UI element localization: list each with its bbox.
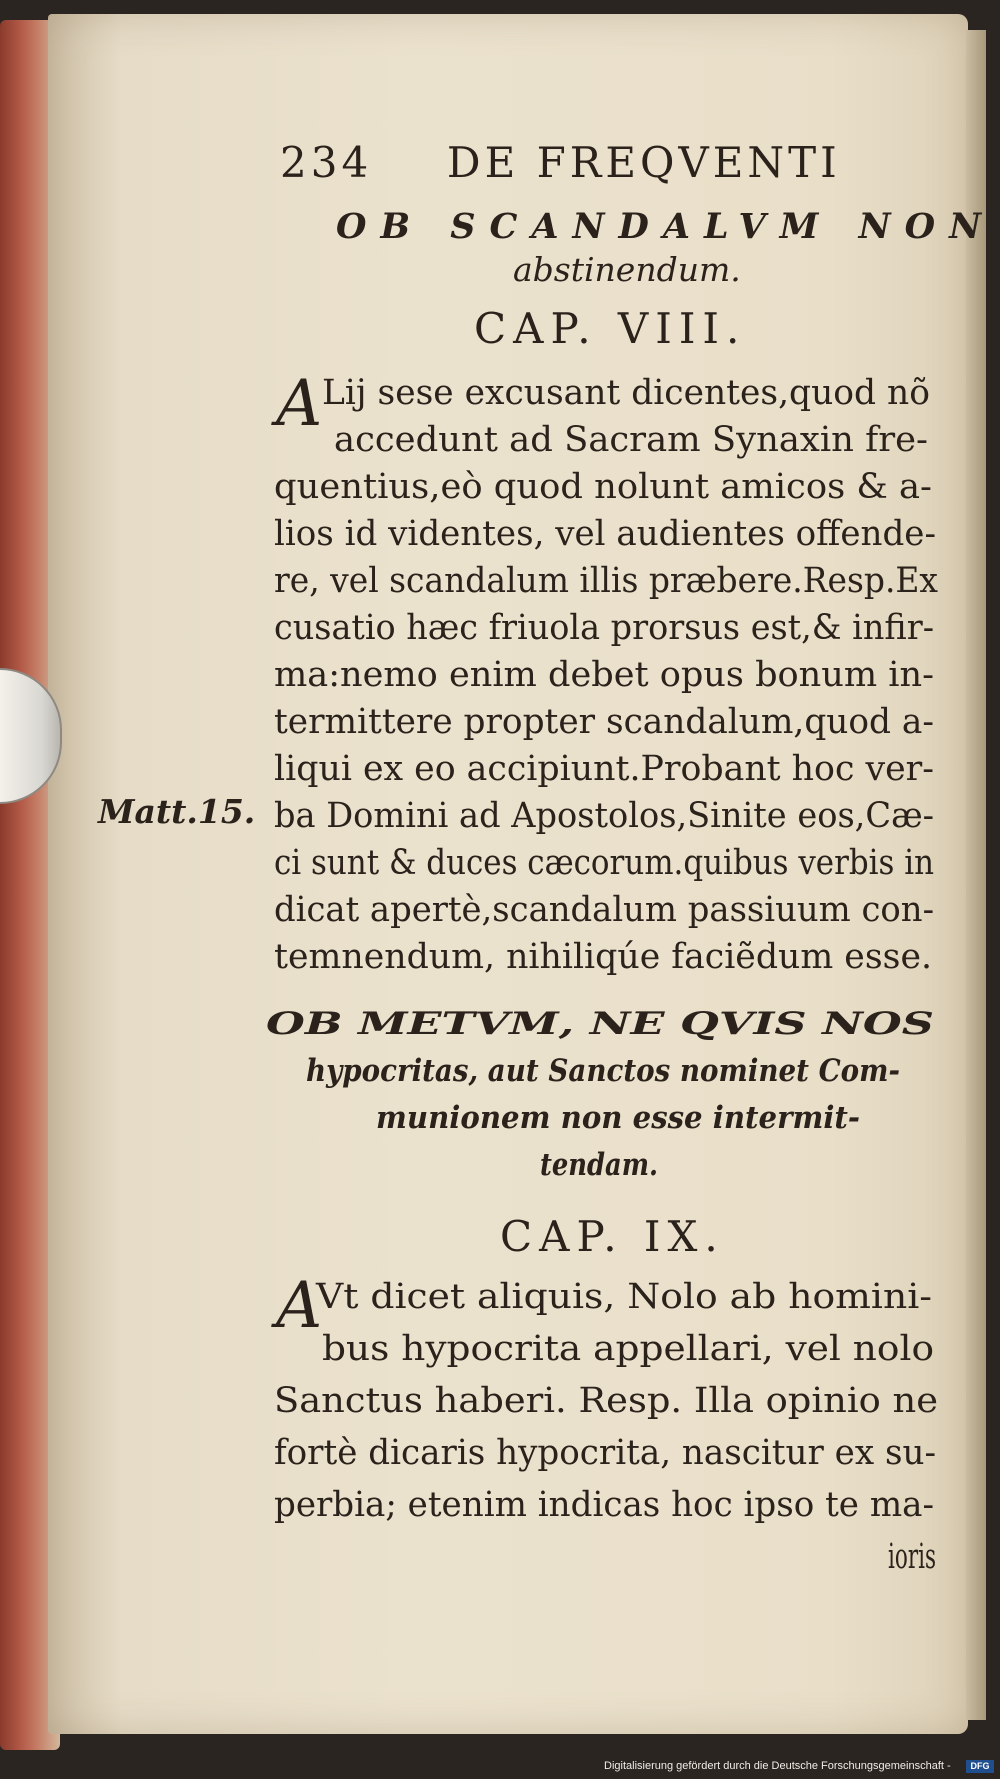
ch1-line: ba Domini ad Apostolos,Sinite eos,Cæ-	[274, 796, 934, 836]
section1-title: OB SCANDALVM NON	[336, 206, 996, 247]
ch1-line: dicat apertè,scandalum passiuum con-	[274, 890, 934, 930]
ch1-line: re, vel scandalum illis præbere.Resp.Ex	[274, 561, 938, 601]
section1-subtitle: abstinendum.	[513, 250, 741, 289]
ch1-line: termittere propter scandalum,quod a-	[274, 702, 934, 742]
margin-note: Matt.15.	[98, 792, 256, 831]
running-head-title: DE FREQVENTI	[446, 138, 841, 187]
ch1-line: cusatio hæc friuola prorsus est,& infir-	[274, 608, 934, 648]
ch1-line: ma:nemo enim debet opus bonum in-	[274, 655, 934, 695]
chapter1-heading: CAP. VIII.	[474, 304, 747, 353]
ch2-line: ioris	[888, 1537, 936, 1577]
ch1-line: lios id videntes, vel audientes offende-	[274, 514, 936, 554]
footer-credit: Digitalisierung gefördert durch die Deutsche Forschungsgemeinschaft -	[604, 1760, 951, 1772]
drop-cap-2: A	[276, 1269, 323, 1343]
ch2-line: Sanctus haberi. Resp. Illa opinio ne	[274, 1381, 938, 1421]
sec2-line: tendam.	[540, 1147, 658, 1183]
ch1-line: Lij sese excusant dicentes,quod nõ	[322, 373, 930, 413]
page-edge	[966, 30, 986, 1720]
ch1-line: accedunt ad Sacram Synaxin fre-	[334, 420, 928, 460]
ch1-line: liqui ex eo accipiunt.Probant hoc ver-	[274, 749, 934, 789]
sec2-line: munionem non esse intermit-	[376, 1100, 860, 1136]
ch1-line: ci sunt & duces cæcorum.quibus verbis in	[274, 843, 934, 883]
chapter2-heading: CAP. IX.	[500, 1212, 725, 1261]
ch1-line: temnendum, nihiliqúe faciẽdum esse.	[274, 937, 932, 977]
dfg-logo: DFG	[966, 1760, 994, 1773]
sec2-line: OB METVM, NE QVIS NOS	[266, 1006, 934, 1042]
running-head	[280, 138, 841, 187]
drop-cap-1: A	[276, 367, 323, 441]
ch2-line: fortè dicaris hypocrita, nascitur ex su-	[274, 1433, 936, 1473]
ch2-line: perbia; etenim indicas hoc ipso te ma-	[274, 1485, 934, 1525]
page-number: 234	[280, 138, 373, 187]
ch2-line: bus hypocrita appellari, vel nolo	[322, 1329, 934, 1369]
ch2-line: Vt dicet aliquis, Nolo ab homini-	[316, 1277, 932, 1317]
ch1-line: quentius,eò quod nolunt amicos & a-	[274, 467, 932, 507]
sec2-line: hypocritas, aut Sanctos nominet Com-	[306, 1053, 900, 1089]
